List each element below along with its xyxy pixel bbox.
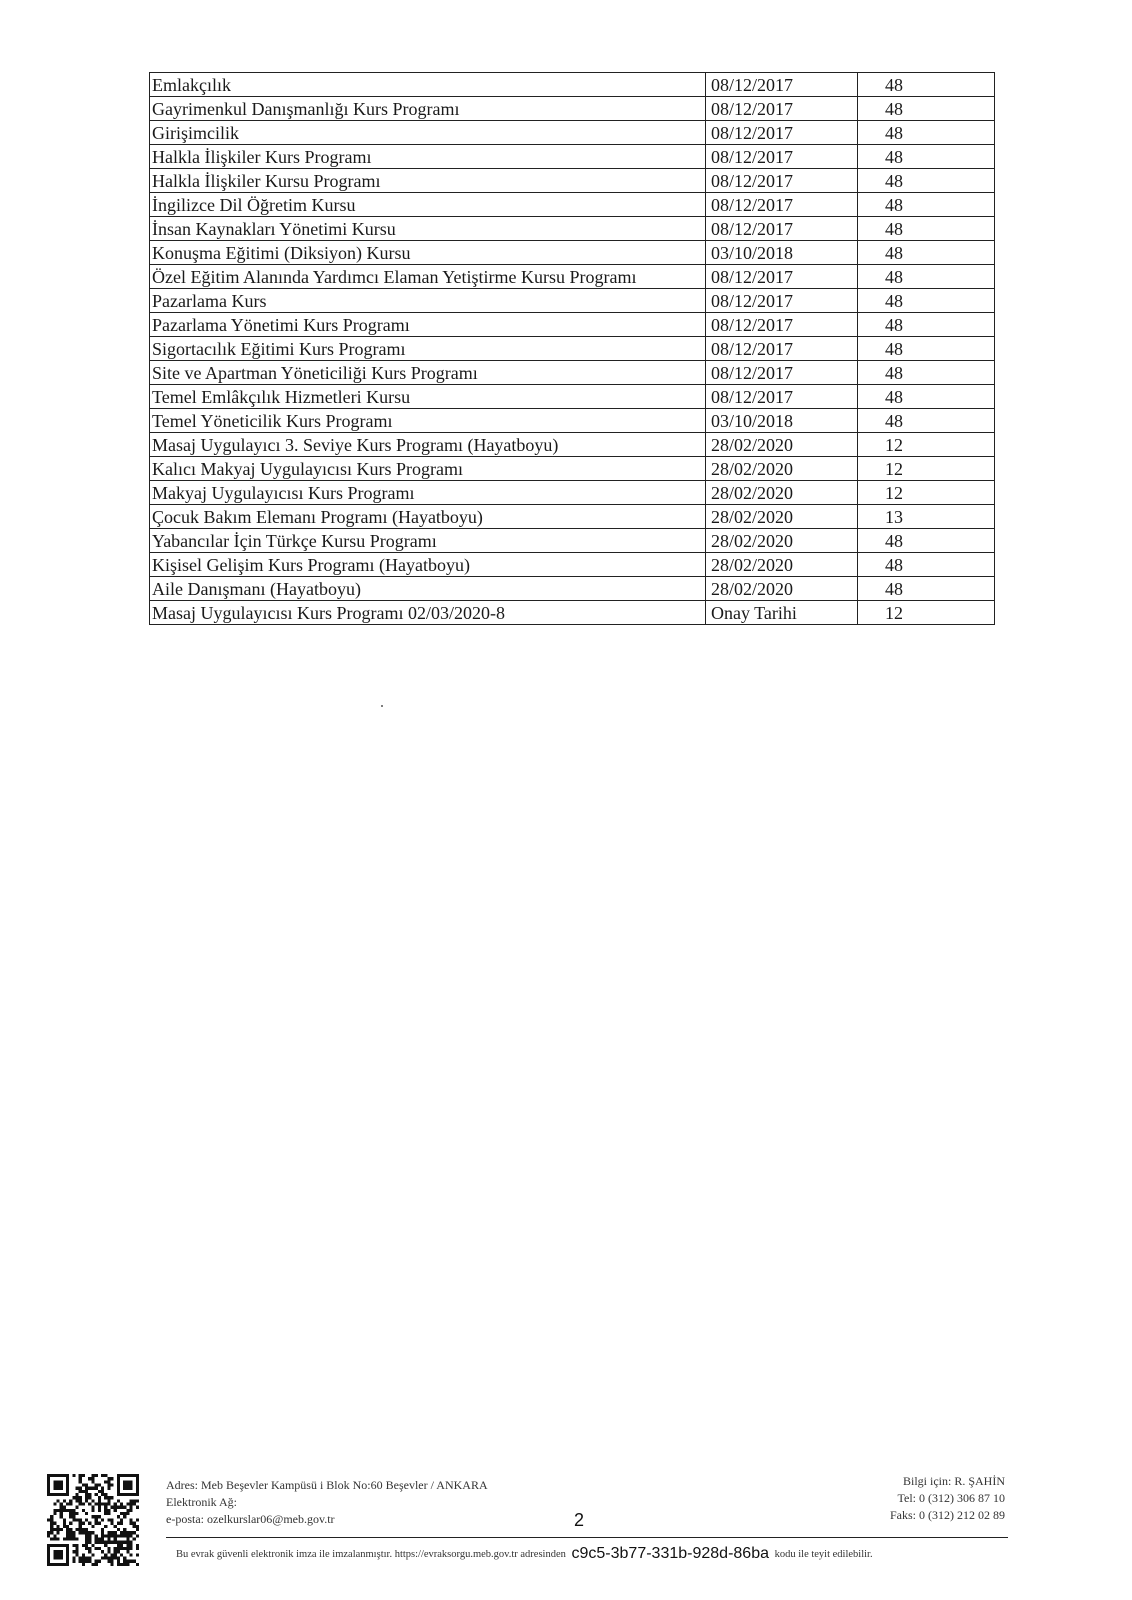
- approval-date-cell: 08/12/2017: [706, 145, 858, 169]
- qr-code-icon: [47, 1474, 139, 1566]
- footer-contact-block: [820, 1473, 1005, 1524]
- footer-tel: Tel: 0 (312) 306 87 10: [897, 1491, 1005, 1505]
- table-row: [150, 361, 995, 385]
- hours-cell: 48: [858, 313, 995, 337]
- approval-date-cell: 08/12/2017: [706, 97, 858, 121]
- approval-date-cell: 08/12/2017: [706, 337, 858, 361]
- course-name-cell: Girişimcilik: [150, 121, 706, 145]
- footer-divider: [166, 1537, 1008, 1538]
- approval-date-cell: 28/02/2020: [706, 481, 858, 505]
- hours-cell: 12: [858, 433, 995, 457]
- approval-date-cell: 28/02/2020: [706, 553, 858, 577]
- hours-cell: 48: [858, 217, 995, 241]
- verify-suffix: kodu ile teyit edilebilir.: [774, 1549, 873, 1560]
- hours-cell: 48: [858, 289, 995, 313]
- course-name-cell: Konuşma Eğitimi (Diksiyon) Kursu: [150, 241, 706, 265]
- table-row: [150, 529, 995, 553]
- footer-address-block: [166, 1477, 626, 1528]
- approval-date-cell: 08/12/2017: [706, 361, 858, 385]
- verification-line: [176, 1545, 1016, 1563]
- table-row: [150, 121, 995, 145]
- approval-date-cell: 03/10/2018: [706, 241, 858, 265]
- course-name-cell: İnsan Kaynakları Yönetimi Kursu: [150, 217, 706, 241]
- footer-contact: [820, 1473, 1005, 1490]
- table-row: [150, 577, 995, 601]
- course-name-cell: Kişisel Gelişim Kurs Programı (Hayatboyu): [150, 553, 706, 577]
- verify-code: c9c5-3b77-331b-928d-86ba: [571, 1545, 769, 1562]
- hours-cell: 48: [858, 97, 995, 121]
- course-name-cell: Pazarlama Yönetimi Kurs Programı: [150, 313, 706, 337]
- contact-label: Bilgi için:: [902, 1474, 952, 1488]
- table-row: [150, 457, 995, 481]
- hours-cell: 12: [858, 481, 995, 505]
- hours-cell: 48: [858, 73, 995, 97]
- contact-name: R. ŞAHİN: [954, 1474, 1005, 1488]
- hours-cell: 48: [858, 193, 995, 217]
- approval-date-cell: 28/02/2020: [706, 433, 858, 457]
- approval-date-cell: 08/12/2017: [706, 289, 858, 313]
- hours-cell: 13: [858, 505, 995, 529]
- table-row: [150, 409, 995, 433]
- table-row: [150, 433, 995, 457]
- approval-date-cell: Onay Tarihi: [706, 601, 858, 625]
- approval-date-cell: 08/12/2017: [706, 169, 858, 193]
- hours-cell: 48: [858, 577, 995, 601]
- table-row: [150, 145, 995, 169]
- approval-date-cell: 08/12/2017: [706, 121, 858, 145]
- approval-date-cell: 08/12/2017: [706, 313, 858, 337]
- table-row: [150, 385, 995, 409]
- course-name-cell: Temel Yöneticilik Kurs Programı: [150, 409, 706, 433]
- table-row: [150, 601, 995, 625]
- table-row: [150, 289, 995, 313]
- course-name-cell: Masaj Uygulayıcısı Kurs Programı 02/03/2020-8: [150, 601, 706, 625]
- table-row: [150, 217, 995, 241]
- course-name-cell: Kalıcı Makyaj Uygulayıcısı Kurs Programı: [150, 457, 706, 481]
- approval-date-cell: 28/02/2020: [706, 457, 858, 481]
- page-number: 2: [574, 1510, 585, 1530]
- hours-cell: 48: [858, 385, 995, 409]
- course-name-cell: Temel Emlâkçılık Hizmetleri Kursu: [150, 385, 706, 409]
- course-name-cell: Halkla İlişkiler Kursu Programı: [150, 169, 706, 193]
- course-name-cell: Makyaj Uygulayıcısı Kurs Programı: [150, 481, 706, 505]
- hours-cell: 48: [858, 553, 995, 577]
- course-name-cell: Sigortacılık Eğitimi Kurs Programı: [150, 337, 706, 361]
- hours-cell: 48: [858, 169, 995, 193]
- table-row: [150, 169, 995, 193]
- table-row: [150, 553, 995, 577]
- hours-cell: 48: [858, 337, 995, 361]
- hours-cell: 48: [858, 265, 995, 289]
- course-name-cell: Emlakçılık: [150, 73, 706, 97]
- footer-network: Elektronik Ağ:: [166, 1495, 237, 1509]
- course-name-cell: Yabancılar İçin Türkçe Kursu Programı: [150, 529, 706, 553]
- approval-date-cell: 08/12/2017: [706, 265, 858, 289]
- hours-cell: 48: [858, 145, 995, 169]
- course-name-cell: Çocuk Bakım Elemanı Programı (Hayatboyu): [150, 505, 706, 529]
- table-row: [150, 97, 995, 121]
- table-row: [150, 481, 995, 505]
- course-name-cell: Site ve Apartman Yöneticiliği Kurs Programı: [150, 361, 706, 385]
- verify-prefix: Bu evrak güvenli elektronik imza ile imzalanmıştır. https://evraksorgu.meb.gov.tr adresinden: [176, 1549, 566, 1560]
- approval-date-cell: 08/12/2017: [706, 217, 858, 241]
- table-row: [150, 505, 995, 529]
- course-name-cell: İngilizce Dil Öğretim Kursu: [150, 193, 706, 217]
- approval-date-cell: 28/02/2020: [706, 505, 858, 529]
- footer-address: Adres: Meb Beşevler Kampüsü i Blok No:60 Beşevler / ANKARA: [166, 1478, 488, 1492]
- approval-date-cell: 03/10/2018: [706, 409, 858, 433]
- table-row: [150, 241, 995, 265]
- table-row: [150, 337, 995, 361]
- table-row: [150, 313, 995, 337]
- course-rows: [150, 73, 995, 625]
- course-table: [149, 72, 995, 625]
- hours-cell: 48: [858, 529, 995, 553]
- scan-speck: [381, 705, 383, 707]
- approval-date-cell: 28/02/2020: [706, 577, 858, 601]
- table-row: [150, 265, 995, 289]
- footer-fax: Faks: 0 (312) 212 02 89: [890, 1508, 1005, 1522]
- hours-cell: 48: [858, 241, 995, 265]
- approval-date-cell: 08/12/2017: [706, 73, 858, 97]
- hours-cell: 48: [858, 361, 995, 385]
- table-row: [150, 193, 995, 217]
- hours-cell: 12: [858, 457, 995, 481]
- hours-cell: 48: [858, 121, 995, 145]
- approval-date-cell: 28/02/2020: [706, 529, 858, 553]
- approval-date-cell: 08/12/2017: [706, 385, 858, 409]
- course-name-cell: Masaj Uygulayıcı 3. Seviye Kurs Programı (Hayatboyu): [150, 433, 706, 457]
- course-name-cell: Özel Eğitim Alanında Yardımcı Elaman Yetiştirme Kursu Programı: [150, 265, 706, 289]
- course-name-cell: Pazarlama Kurs: [150, 289, 706, 313]
- table-row: [150, 73, 995, 97]
- course-name-cell: Aile Danışmanı (Hayatboyu): [150, 577, 706, 601]
- footer-email: e-posta: ozelkurslar06@meb.gov.tr: [166, 1512, 335, 1526]
- course-name-cell: Gayrimenkul Danışmanlığı Kurs Programı: [150, 97, 706, 121]
- hours-cell: 12: [858, 601, 995, 625]
- hours-cell: 48: [858, 409, 995, 433]
- approval-date-cell: 08/12/2017: [706, 193, 858, 217]
- course-name-cell: Halkla İlişkiler Kurs Programı: [150, 145, 706, 169]
